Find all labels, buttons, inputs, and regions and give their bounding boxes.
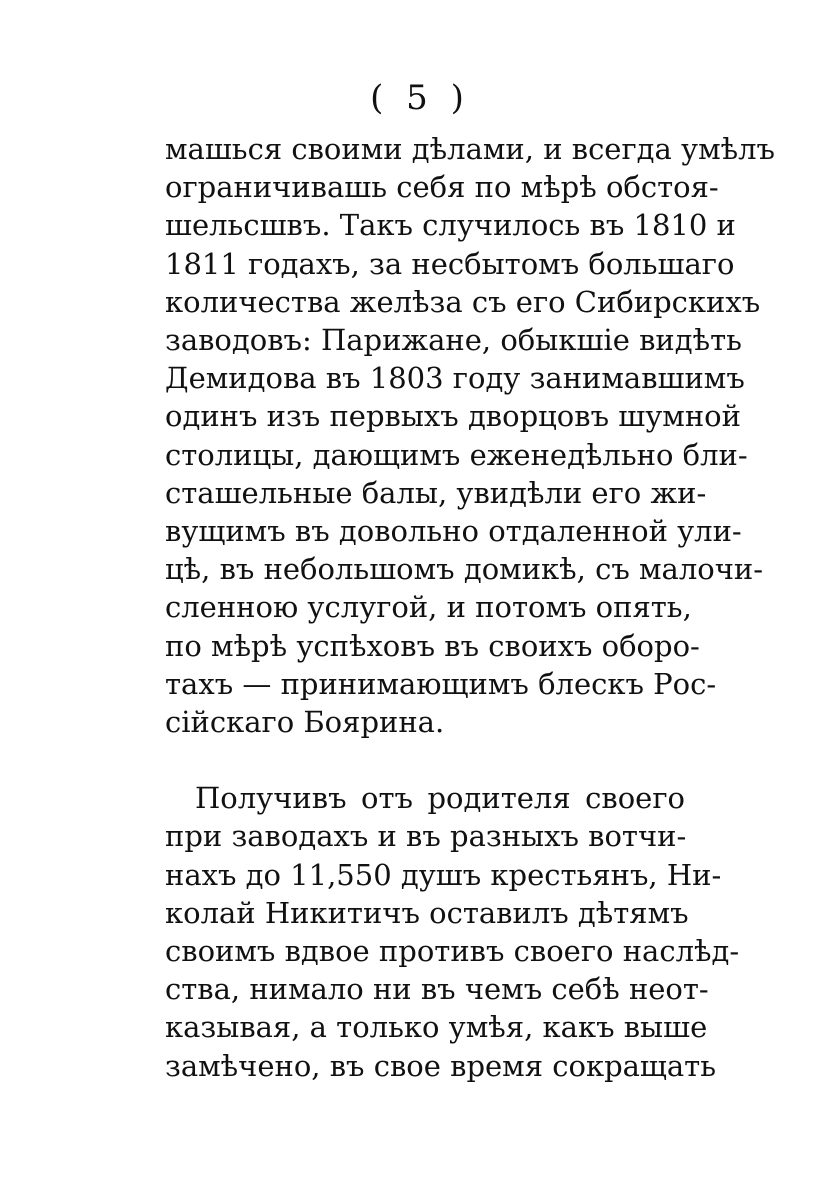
text-line: Получивъ отъ родителя своего — [195, 781, 685, 816]
text-line: сташельные балы, увидѣли его жи- — [165, 475, 707, 510]
book-text — [165, 130, 776, 1085]
text-line: машься своими дѣлами, и всегда умѣлъ — [165, 132, 776, 166]
page-number: ( 5 ) — [370, 78, 470, 118]
text-line: сійскаго Боярина. — [165, 705, 445, 740]
paragraph-2 — [165, 779, 740, 1085]
text-line: тахъ — принимающимъ блескъ Рос- — [165, 666, 717, 701]
text-line: заводовъ: Парижане, обыкшіе видѣть — [165, 323, 742, 358]
paragraph-1 — [165, 130, 776, 741]
text-line: по мѣрѣ успѣховъ въ своихъ оборо- — [165, 628, 700, 663]
text-line: замѣчено, въ свое время сокращать — [165, 1048, 716, 1083]
text-line: количества желѣза съ его Сибирскихъ — [165, 284, 761, 319]
text-line: цѣ, въ небольшомъ домикѣ, съ малочи- — [165, 552, 764, 587]
text-line: казывая, а только умѣя, какъ выше — [165, 1010, 708, 1045]
text-line: вущимъ въ довольно отдаленной ули- — [165, 514, 742, 549]
text-line: столицы, дающимъ еженедѣльно бли- — [165, 437, 748, 472]
text-line: своимъ вдвое противъ своего наслѣд- — [165, 934, 740, 969]
paragraph-gap — [165, 741, 685, 779]
text-line: 1811 годахъ, за несбытомъ большаго — [165, 246, 735, 281]
text-line: сленною услугой, и потомъ опять, — [165, 590, 692, 625]
text-line: нахъ до 11,550 душъ крестьянъ, Ни- — [165, 857, 722, 892]
text-line: при заводахъ и въ разныхъ вотчи- — [165, 819, 687, 854]
text-line: колай Никитичъ оставилъ дѣтямъ — [165, 895, 689, 930]
text-line: Демидова въ 1803 году занимавшимъ — [165, 361, 745, 396]
text-line: одинъ изъ первыхъ дворцовъ шумной — [165, 399, 741, 434]
text-line: ограничивашь себя по мѣрѣ обстоя- — [165, 170, 719, 205]
text-line: ства, нимало ни въ чемъ себѣ неот- — [165, 972, 709, 1007]
text-line: шельсшвъ. Такъ случилось въ 1810 и — [165, 208, 736, 243]
